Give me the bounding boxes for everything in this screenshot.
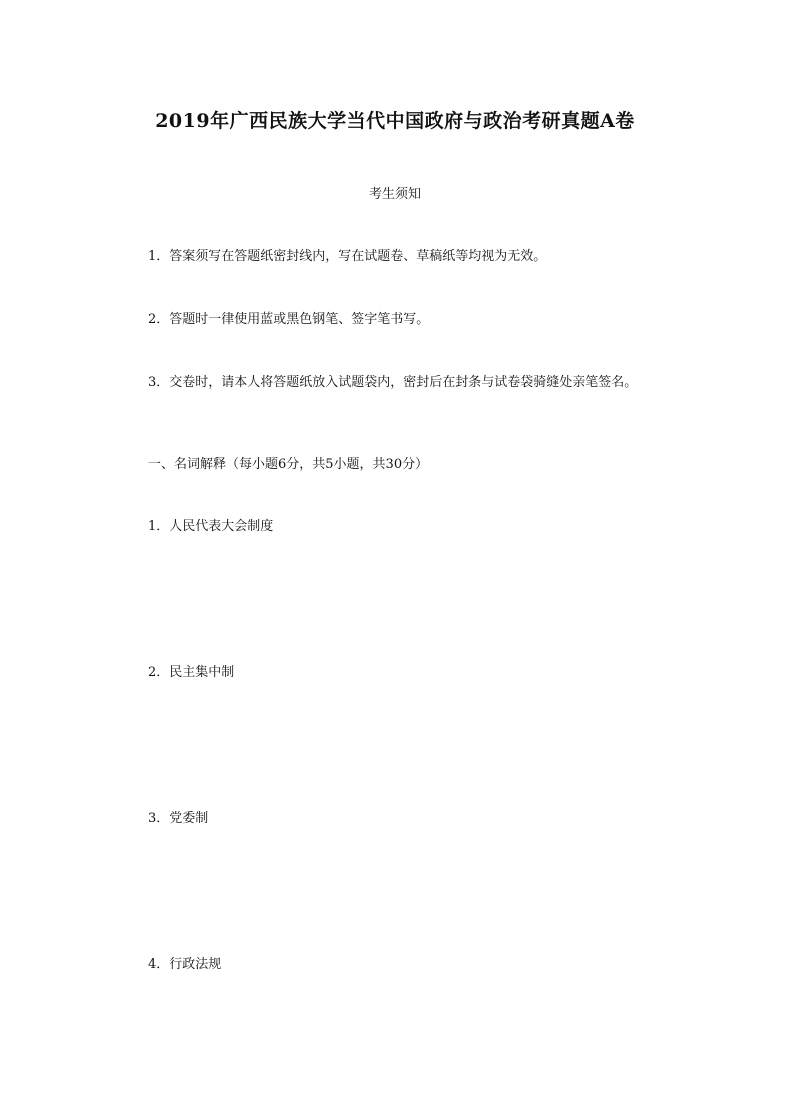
notice-heading: 考生须知 bbox=[368, 187, 421, 202]
document-title: 2019年广西民族大学当代中国政府与政治考研真题A卷 bbox=[155, 110, 635, 132]
notice-item-1: 1．答案须写在答题纸密封线内，写在试题卷、草稿纸等均视为无效。 bbox=[148, 249, 547, 264]
notice-item-2: 2．答题时一律使用蓝或黑色钢笔、签字笔书写。 bbox=[148, 312, 430, 327]
question-3: 3．党委制 bbox=[148, 811, 209, 826]
question-2: 2．民主集中制 bbox=[148, 665, 235, 680]
notice-item-3: 3．交卷时，请本人将答题纸放入试题袋内，密封后在封条与试卷袋骑缝处亲笔签名。 bbox=[148, 375, 638, 390]
question-4: 4．行政法规 bbox=[148, 957, 222, 972]
question-1: 1．人民代表大会制度 bbox=[148, 519, 274, 534]
section-heading: 一、名词解释（每小题6分，共5小题，共30分） bbox=[148, 457, 429, 472]
